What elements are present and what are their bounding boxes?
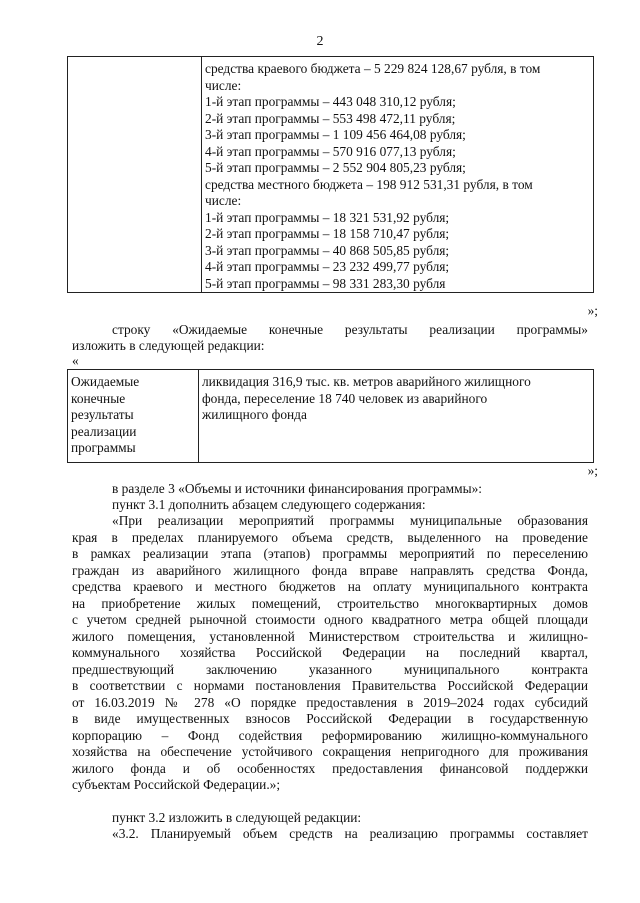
opening-quote: « bbox=[72, 353, 79, 368]
expected-results-label-cell bbox=[68, 370, 199, 463]
expected-results-table bbox=[67, 369, 594, 463]
financing-line: 1-й этап программы – 18 321 531,92 рубля; bbox=[205, 209, 450, 225]
financing-line: 2-й этап программы – 553 498 472,11 рубля; bbox=[205, 110, 456, 126]
financing-line: 1-й этап программы – 443 048 310,12 рубля; bbox=[205, 94, 456, 109]
last-line: «3.2. Планируемый объем средств на реализацию программы составляет bbox=[112, 826, 588, 841]
label-line: Ожидаемые bbox=[71, 374, 140, 389]
paragraph-line: граждан из аварийного жилищного фонда вправе направлять средства Фонда, bbox=[72, 562, 588, 578]
paragraph-line: на приобретение жилых помещений, строительство многоквартирных домов bbox=[72, 595, 588, 611]
paragraph-line: субъектам Российской Федерации.»; bbox=[72, 777, 281, 792]
financing-line: 3-й этап программы – 1 109 456 464,08 рубля; bbox=[205, 127, 466, 142]
label-line: результаты bbox=[71, 407, 134, 422]
section-3-line: в разделе 3 «Объемы и источники финансирования программы»: bbox=[112, 481, 482, 496]
paragraph-line: от 16.03.2019 № 278 «О порядке предоставления в 2019–2024 годах субсидий bbox=[72, 694, 588, 710]
page-number: 2 bbox=[316, 34, 324, 49]
paragraph-line: хозяйства на обеспечение устойчивого сокращения непригодного для проживания bbox=[72, 744, 588, 759]
value-line: фонда, переселение 18 740 человек из аварийного bbox=[202, 390, 488, 406]
financing-table-value-cell bbox=[202, 57, 594, 293]
paragraph-line: в соответствии с нормами постановления Правительства Российской Федерации bbox=[72, 678, 588, 693]
financing-line: средства местного бюджета – 198 912 531,31 рубля, в том bbox=[205, 176, 533, 192]
value-line: жилищного фонда bbox=[202, 407, 307, 422]
paragraph-line: коммунального хозяйства Российской Федерации на последний квартал, bbox=[72, 645, 588, 660]
intro-line-1: строку «Ожидаемые конечные результаты реализации программы» bbox=[112, 322, 588, 337]
financing-line: 5-й этап программы – 2 552 904 805,23 рубля; bbox=[205, 160, 466, 175]
paragraph-line: в рамках реализации этапа (этапов) программы мероприятий по переселению bbox=[72, 546, 588, 561]
financing-line: 3-й этап программы – 40 868 505,85 рубля; bbox=[205, 242, 450, 258]
intro-line-2: изложить в следующей редакции: bbox=[72, 338, 265, 353]
label-line: конечные bbox=[71, 390, 126, 406]
financing-line: числе: bbox=[205, 193, 242, 208]
financing-line: средства краевого бюджета – 5 229 824 128,67 рубля, в том bbox=[205, 61, 541, 76]
quoted-paragraph bbox=[72, 513, 588, 794]
expected-results-value-cell bbox=[199, 370, 594, 463]
paragraph-line: «При реализации мероприятий программы муниципальные образования bbox=[112, 513, 588, 528]
paragraph-line: жилого фонда и об особенностях предоставления финансовой поддержки bbox=[72, 760, 588, 776]
paragraph-line: жилого помещения, установленной Министерством строительства и жилищно- bbox=[72, 628, 588, 644]
financing-line: числе: bbox=[205, 77, 242, 93]
paragraph-line: корпорацию – Фонд содействия реформированию жилищно-коммунального bbox=[72, 727, 588, 743]
financing-line: 4-й этап программы – 570 916 077,13 рубля; bbox=[205, 143, 456, 159]
closing-quote-2: »; bbox=[587, 463, 598, 478]
paragraph-line: в виде имущественных взносов Российской Федерации в государственную bbox=[72, 711, 588, 726]
paragraph-line: предшествующий заключению указанного муниципального контракта bbox=[72, 661, 588, 677]
financing-table-label-cell bbox=[68, 57, 202, 293]
label-line: программы bbox=[71, 440, 136, 455]
value-line: ликвидация 316,9 тыс. кв. метров аварийного жилищного bbox=[202, 374, 531, 389]
closing-quote-1: »; bbox=[587, 303, 598, 318]
label-line: реализации bbox=[71, 423, 137, 439]
financing-line: 4-й этап программы – 23 232 499,77 рубля; bbox=[205, 259, 450, 274]
paragraph-line: края в пределах планируемого объема средств, выделенного на проведение bbox=[72, 529, 588, 545]
financing-table bbox=[67, 56, 594, 293]
financing-line: 5-й этап программы – 98 331 283,30 рубля bbox=[205, 275, 446, 291]
point-3-1-line: пункт 3.1 дополнить абзацем следующего содержания: bbox=[112, 497, 426, 512]
paragraph-line: средства краевого и местного бюджетов на оплату муниципального контракта bbox=[72, 579, 588, 594]
paragraph-line: с учетом средней рыночной стоимости одного квадратного метра общей площади bbox=[72, 612, 588, 627]
point-3-2-line: пункт 3.2 изложить в следующей редакции: bbox=[112, 810, 362, 825]
financing-line: 2-й этап программы – 18 158 710,47 рубля; bbox=[205, 226, 450, 241]
